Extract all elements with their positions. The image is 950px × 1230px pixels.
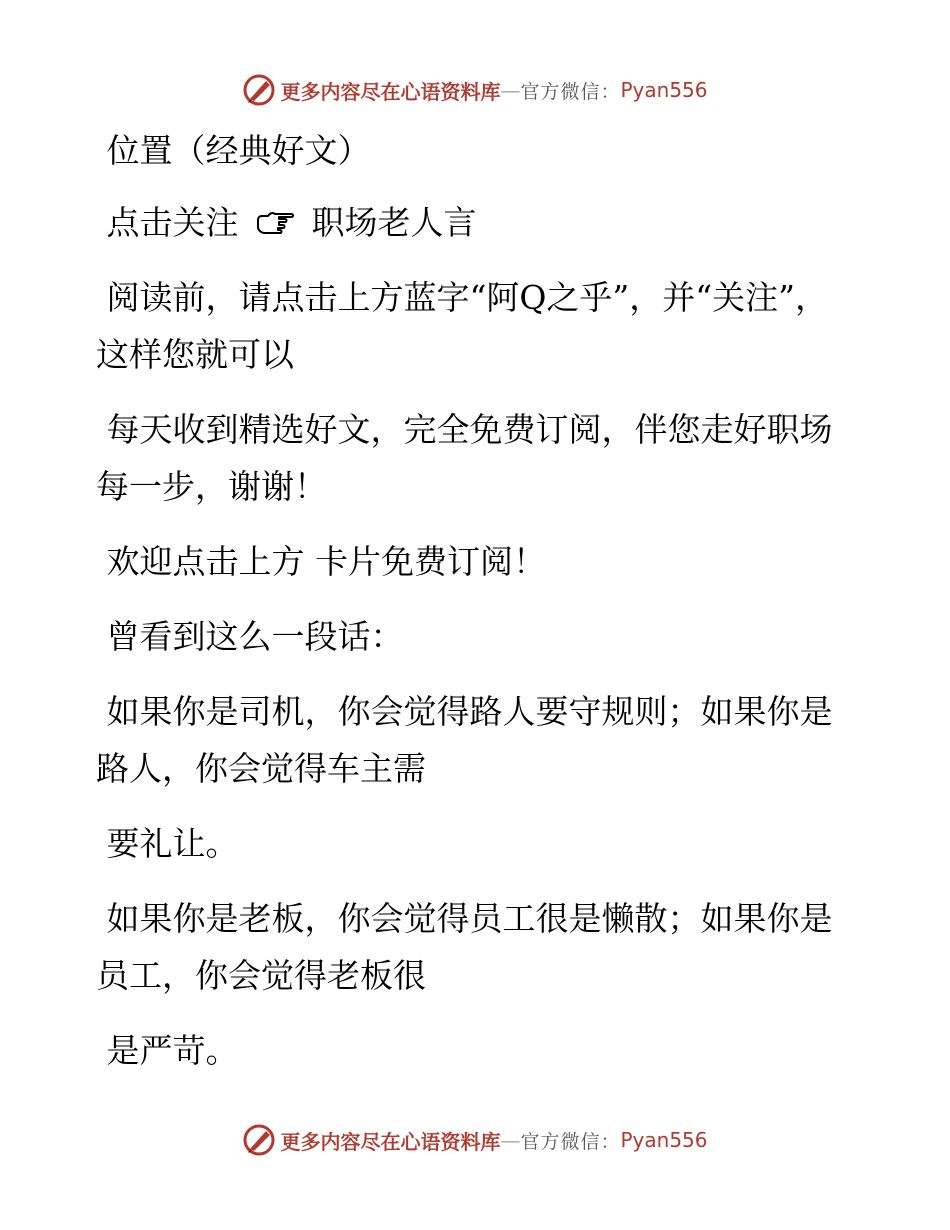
follow-text: 点击关注 <box>96 203 249 242</box>
follow-account: 职场老人言 <box>301 203 477 242</box>
banner-subtitle: 官方微信： <box>520 1130 621 1153</box>
paragraph-location: 位置（经典好文） <box>96 131 371 170</box>
banner-subtitle: 官方微信： <box>520 80 621 103</box>
paragraph-yield: 要礼让。 <box>96 824 239 863</box>
paragraph-saw: 曾看到这么一段话： <box>96 617 404 656</box>
paragraph-follow <box>96 194 836 251</box>
banner-title: 更多内容尽在心语资料库 <box>280 1129 501 1154</box>
pen-logo-icon <box>242 1123 276 1157</box>
pen-logo-icon <box>242 73 276 107</box>
paragraph-driver: 如果你是司机，你会觉得路人要守规则；如果你是路人，你会觉得车主需 <box>96 692 833 788</box>
banner-wechat-id: Pyan556 <box>620 1128 708 1152</box>
document-body <box>96 122 836 1097</box>
banner-dash: — <box>500 1128 521 1152</box>
paragraph-daily: 每天收到精选好文，完全免费订阅，伴您走好职场每一步，谢谢！ <box>96 410 833 506</box>
banner-wechat-id: Pyan556 <box>620 78 708 102</box>
header-banner <box>0 70 950 110</box>
footer-banner <box>0 1120 950 1160</box>
banner-title: 更多内容尽在心语资料库 <box>280 79 501 104</box>
paragraph-strict: 是严苛。 <box>96 1031 239 1070</box>
paragraph-read-before: 阅读前，请点击上方蓝字“阿Q之乎”，并“关注”，这样您就可以 <box>96 278 829 374</box>
banner-dash: — <box>500 78 521 102</box>
paragraph-boss: 如果你是老板，你会觉得员工很是懒散；如果你是员工，你会觉得老板很 <box>96 899 833 995</box>
paragraph-welcome: 欢迎点击上方 卡片免费订阅！ <box>96 542 546 581</box>
pointing-hand-icon <box>255 210 295 238</box>
